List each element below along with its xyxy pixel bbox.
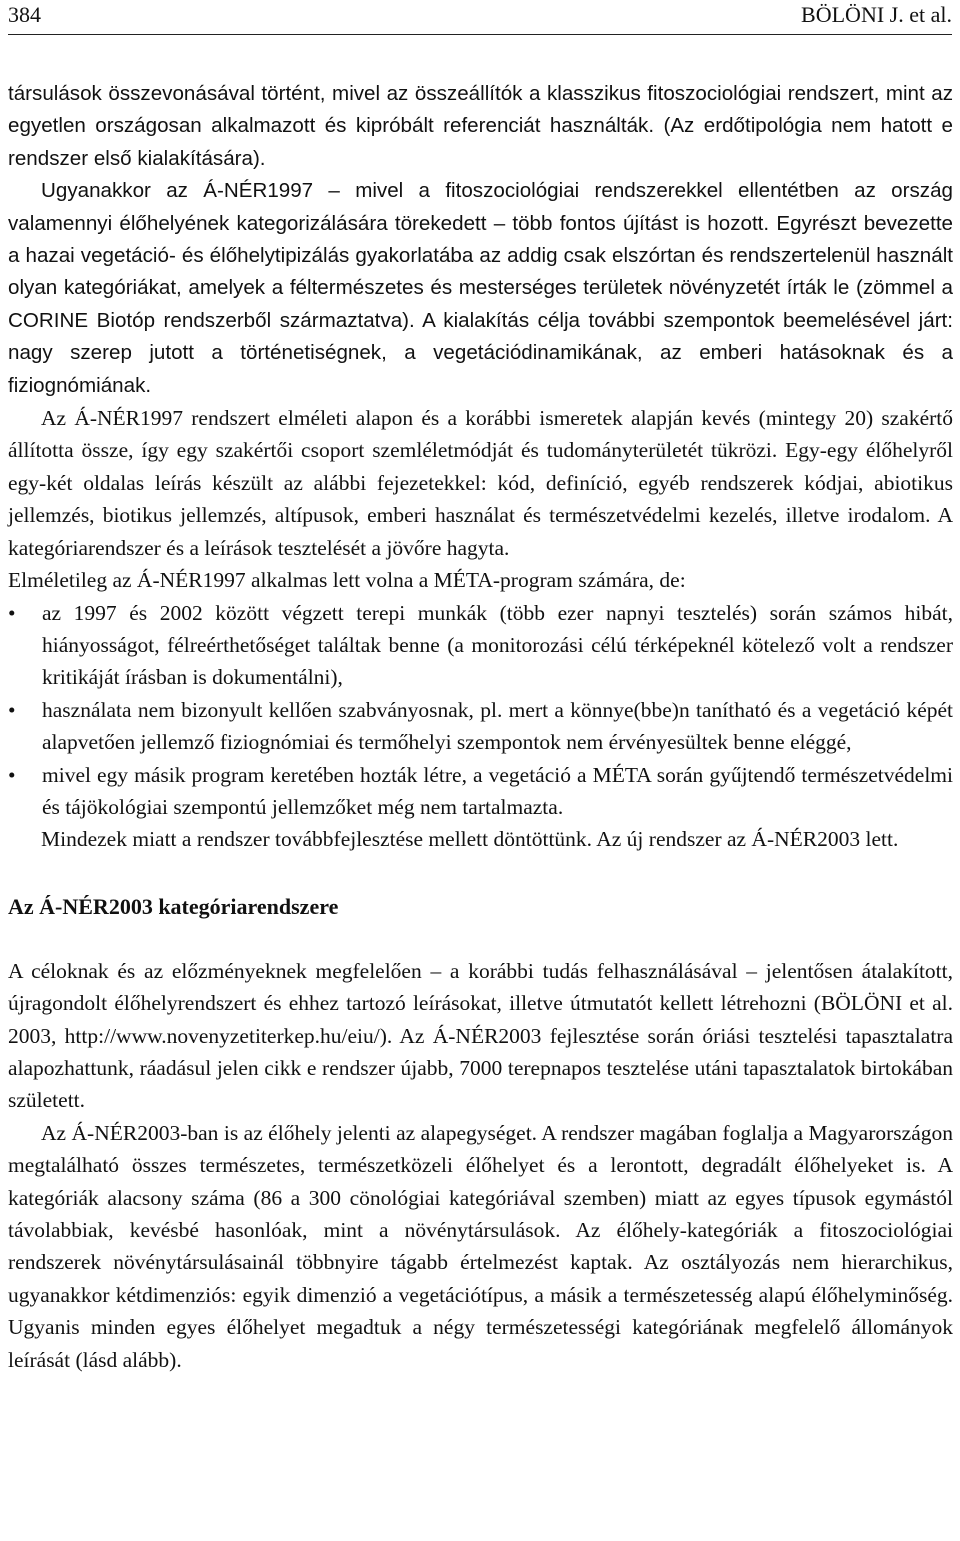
- paragraph: Mindezek miatt a rendszer továbbfejlesztése mellett döntöttünk. Az új rendszer az Á-NÉR2003 lett.: [41, 827, 899, 852]
- page-body: [8, 78, 953, 1376]
- spacer: [8, 923, 953, 955]
- author-suffix: J. et al.: [884, 2, 952, 27]
- paragraph: Az Á-NÉR1997 rendszert elméleti alapon és a korábbi ismeretek alapján kevés (mintegy 20) szakértő állította össze, így egy szakértői csoport szemléletmódját és tudományterületét tükrözi. Egy-egy élőhelyről egy-két oldalas leírás készült az alábbi fejezetekkel: kód, definíció, egyéb rendszerek kódjai, abiotikus jellemzés, biotikus jellemzés, altípusok, emberi használat és természetvédelmi kezelés, illetve irodalom. A kategóriarendszer és a leírások tesztelését a jövőre hagyta.: [8, 406, 953, 560]
- running-header: [8, 0, 952, 35]
- paragraph: társulások összevonásával történt, mivel az összeállítók a klasszikus fitoszociológiai rendszert, mint az egyetlen országosan alkalmazott és kipróbált referenciát használták. (Az erdőtipológia nem hatott e rendszer első kialakítására).: [8, 82, 953, 170]
- cited-author-smallcaps: ÖLÖNI: [835, 991, 903, 1016]
- author-name-smallcaps: ÖLÖNI: [815, 2, 885, 27]
- list-item-text: az 1997 és 2002 között végzett terepi munkák (több ezer napnyi tesztelés) során számos hibát, hiányosságot, félreérthetőséget találtak benne (a monitorozási célú térképeknél kötelező volt a rendszer kritikáját írásban is dokumentálni),: [42, 600, 953, 690]
- bullet-icon: •: [8, 697, 16, 722]
- running-head-author: [801, 2, 952, 28]
- paragraph: [8, 955, 953, 1117]
- list-item-text: használata nem bizonyult kellően szabványosnak, pl. mert a könnye(bbe)n tanítható és a vegetáció képét alapvetően jellemző fiziognómiai és termőhelyi szempontok nem érvényesültek benne eléggé,: [42, 697, 953, 755]
- paragraph: Az Á-NÉR2003-ban is az élőhely jelenti az alapegységet. A rendszer magában foglalja a Magyarországon megtalálható összes természetes, természetközeli élőhelyet és a lerontott, degradált élőhelyeket is. A kategóriák alacsony száma (86 a 300 cönológiai kategóriával szemben) miatt az egyes típusok egymástól távolabbiak, kevésbé hasonlóak, mint a növénytársulások. Az élőhely-kategóriák a fitoszociológiai rendszerek növénytársulásainál többnyire tágabb értelmezést kaptak. Az osztályozás nem hierarchikus, ugyanakkor kétdimenziós: egyik dimenzió a vegetációtípus, a másik a természetesség alapú élőhelyminőség. Ugyanis minden egyes élőhelyet megadtuk a négy természetességi kategóriának megfelelő állományok leírását (lásd alább).: [8, 1120, 953, 1372]
- list-item: [8, 694, 953, 759]
- paragraph: Ugyanakkor az Á-NÉR1997 – mivel a fitoszociológiai rendszerekkel ellentétben az ország valamennyi élőhelyének kategorizálására törekedett – több fontos újítást is hozott. Egyrészt bevezette a hazai vegetáció- és élőhelytipizálás gyakorlatába az addig csak elszórtan és rendszertelenül használt olyan kategóriákat, amelyek a féltermészetes és mesterséges területek növényzetét írták le (zömmel a CORINE Biotóp rendszerből származtatva). A kialakítás célja további szempontok beemelésével járt: nagy szerep jutott a történetiségnek, a vegetációdinamikának, az emberi hatásoknak és a fiziognómiának.: [8, 179, 953, 397]
- paragraph-text: et al. 2003, http://www.novenyzetiterkep.hu/eiu/). Az Á-NÉR2003 fejlesztése során óriási tesztelési tapasztalatra alapozhattunk, ráadásul jelen cikk e rendszer újabb, 7000 terepnapos tesztelése utáni tapasztalatok birtokában született.: [8, 991, 953, 1113]
- list-item-text: mivel egy másik program keretében hozták létre, a vegetáció a MÉTA során gyűjtendő természetvédelmi és tájökológiai szempontú jellemzőket még nem tartalmazta.: [42, 762, 953, 819]
- paragraph-text: A céloknak és az előzményeknek megfelelően – a korábbi tudás felhasználásával – jelentősen átalakított, újragondolt élőhelyrendszert és ehhez tartozó leírásokat, illetve útmutatót kellett létrehozni (B: [8, 958, 953, 1016]
- section-heading: Az Á-NÉR2003 kategóriarendszere: [8, 893, 339, 919]
- list-item: [8, 759, 953, 824]
- bullet-list: [8, 597, 953, 824]
- bullet-icon: •: [8, 600, 16, 625]
- page-number: 384: [8, 2, 41, 27]
- bullet-icon: •: [8, 762, 16, 787]
- spacer: [8, 856, 953, 891]
- sans-paragraphs: [8, 78, 953, 402]
- paragraph: Elméletileg az Á-NÉR1997 alkalmas lett volna a MÉTA-program számára, de:: [8, 568, 686, 593]
- author-initial: B: [801, 2, 816, 27]
- list-item: [8, 597, 953, 694]
